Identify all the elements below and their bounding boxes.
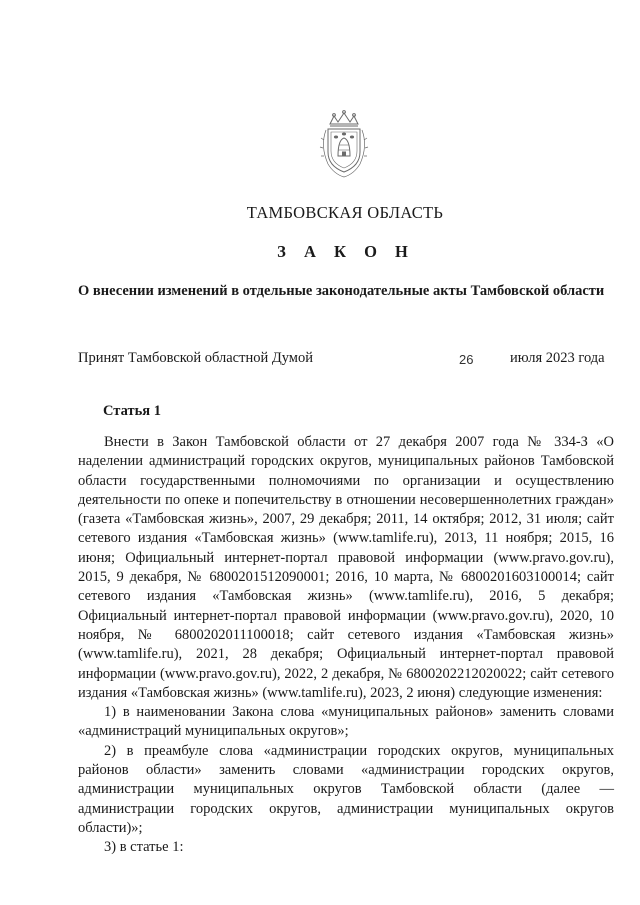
- adoption-month-year: июля 2023 года: [510, 350, 605, 366]
- adopted-by: Принят Тамбовской областной Думой: [78, 350, 313, 366]
- article-paragraph: 2) в преамбуле слова «администрации городских округов, муниципальных районов области» заменить словами «администрации городских округов, администрации муниципальных округов Тамбовской области (далее — администрации городских округов, администрации муниципальных округов области)»;: [78, 742, 614, 836]
- region-heading: ТАМБОВСКАЯ ОБЛАСТЬ: [246, 203, 444, 222]
- article-paragraph: 1) в наименовании Закона слова «муниципальных районов» заменить словами «администраций муниципальных округов»;: [78, 704, 614, 740]
- article-paragraph: 3) в статье 1:: [104, 839, 184, 856]
- document-type-heading: З А К О Н: [277, 242, 415, 261]
- adoption-line: [78, 350, 614, 370]
- adoption-day: 26: [459, 352, 474, 367]
- coat-of-arms-icon: [316, 110, 372, 180]
- article-body: [78, 433, 614, 858]
- law-title: О внесении изменений в отдельные законодательные акты Тамбовской области: [78, 283, 605, 299]
- article-paragraph: Внести в Закон Тамбовской области от 27 декабря 2007 года № 334-З «О наделении администраций городских округов, муниципальных районов Тамбовской области государственными полномочиями по организации и осуществлению деятельности по опеке и попечительству в отношении несовершеннолетних граждан» (газета «Тамбовская жизнь», 2007, 29 декабря; 2011, 14 октября; 2012, 31 июля; сайт сетевого издания «Тамбовская жизнь» (www.tamlife.ru), 2013, 11 ноября; 2015, 16 июня; Официальный интернет-портал правовой информации (www.pravo.gov.ru), 2015, 9 декабря, № 6800201512090001; 2016, 10 марта, № 6800201603100014; сайт сетевого издания «Тамбовская жизнь» (www.tamlife.ru), 2016, 5 декабря; Официальный интернет-портал правовой информации (www.pravo.gov.ru), 2020, 10 ноября, № 6800202011100018; сайт сетевого издания «Тамбовская жизнь» (www.tamlife.ru), 2021, 28 декабря; Официальный интернет-портал правовой информации (www.pravo.gov.ru), 2022, 2 декабря, № 6800202212020022; сайт сетевого издания «Тамбовская жизнь» (www.tamlife.ru), 2023, 2 июня) следующие изменения:: [78, 434, 614, 701]
- article-heading: Статья 1: [103, 403, 161, 419]
